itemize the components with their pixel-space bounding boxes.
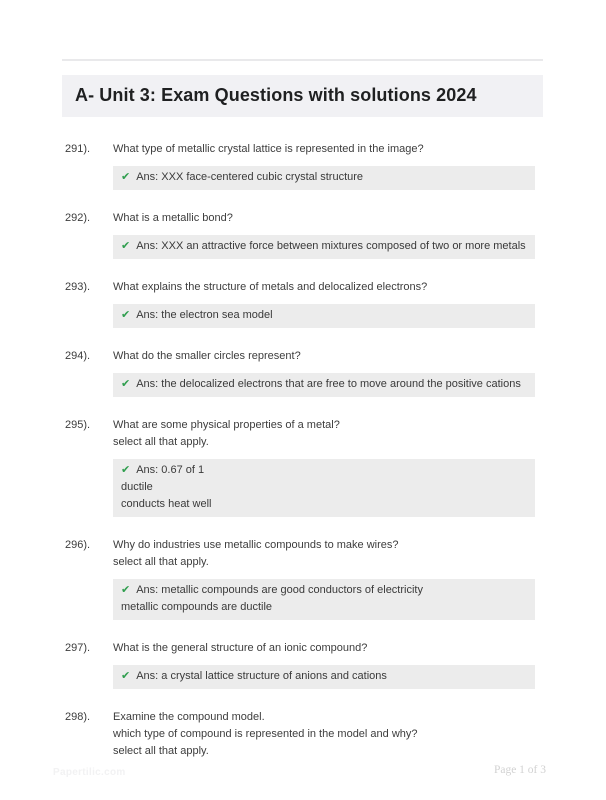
answer-text	[121, 668, 527, 685]
answer-text	[121, 462, 527, 479]
question-number: 295).	[65, 419, 91, 431]
question-text: What do the smaller circles represent?	[113, 350, 301, 362]
question-item	[65, 348, 606, 397]
answer-text	[121, 376, 527, 393]
answer-text	[121, 582, 527, 599]
question-text: What are some physical properties of a metal?	[113, 419, 340, 431]
answer-text-value: Ans: the delocalized electrons that are free to move around the positive cations	[136, 378, 521, 390]
question-text: What explains the structure of metals and delocalized electrons?	[113, 281, 428, 293]
question-item	[65, 141, 606, 190]
answer-text	[121, 169, 527, 186]
question-item	[65, 417, 606, 517]
question-number: 298).	[65, 711, 91, 723]
check-icon: ✔	[121, 584, 131, 596]
question-number: 294).	[65, 350, 91, 362]
question-number: 297).	[65, 642, 91, 654]
question-item	[65, 210, 606, 259]
question-list	[65, 141, 606, 760]
question-text: which type of compound is represented in the model and why?	[113, 728, 418, 740]
check-icon: ✔	[121, 670, 131, 682]
question-item	[65, 537, 606, 620]
answer-box	[113, 373, 535, 397]
answer-text-value: Ans: XXX face-centered cubic crystal structure	[136, 171, 364, 183]
answer-box	[113, 459, 535, 517]
answer-text: conducts heat well	[121, 498, 212, 510]
answer-text	[121, 307, 527, 324]
check-icon: ✔	[121, 240, 131, 252]
answer-text-value: Ans: a crystal lattice structure of anions and cations	[136, 670, 387, 682]
answer-text-value: Ans: XXX an attractive force between mixtures composed of two or more metals	[136, 240, 526, 252]
question-item	[65, 640, 606, 689]
question-content	[113, 417, 535, 517]
page-number: Page 1 of 3	[493, 764, 546, 776]
watermark: Papertilic.com	[53, 767, 126, 778]
answer-text-value: Ans: 0.67 of 1	[136, 464, 205, 476]
question-text: What type of metallic crystal lattice is represented in the image?	[113, 143, 424, 155]
check-icon: ✔	[121, 378, 131, 390]
check-icon: ✔	[121, 464, 131, 476]
answer-box	[113, 665, 535, 689]
question-number: 293).	[65, 281, 91, 293]
question-item	[65, 709, 606, 760]
question-text: Why do industries use metallic compounds to make wires?	[113, 539, 399, 551]
question-text: select all that apply.	[113, 436, 209, 448]
answer-text-value: Ans: the electron sea model	[136, 309, 273, 321]
answer-box	[113, 166, 535, 190]
question-text: What is a metallic bond?	[113, 212, 233, 224]
answer-text: metallic compounds are ductile	[121, 601, 273, 613]
question-text: What is the general structure of an ionic compound?	[113, 642, 368, 654]
question-number: 292).	[65, 212, 91, 224]
question-content	[113, 537, 535, 620]
question-number: 296).	[65, 539, 91, 551]
question-content	[113, 141, 535, 190]
check-icon: ✔	[121, 309, 131, 321]
answer-box	[113, 235, 535, 259]
question-content	[113, 640, 535, 689]
answer-text-value: Ans: metallic compounds are good conductors of electricity	[136, 584, 423, 596]
question-content	[113, 709, 535, 760]
question-text: select all that apply.	[113, 745, 209, 757]
page-title: A- Unit 3: Exam Questions with solutions 2024	[62, 75, 543, 117]
question-content	[113, 210, 535, 259]
question-number: 291).	[65, 143, 91, 155]
answer-text: ductile	[121, 481, 153, 493]
question-text: Examine the compound model.	[113, 711, 265, 723]
question-content	[113, 348, 535, 397]
answer-text	[121, 238, 527, 255]
question-content	[113, 279, 535, 328]
question-item	[65, 279, 606, 328]
header-divider	[62, 59, 543, 61]
answer-box	[113, 304, 535, 328]
answer-box	[113, 579, 535, 620]
check-icon: ✔	[121, 171, 131, 183]
question-text: select all that apply.	[113, 556, 209, 568]
